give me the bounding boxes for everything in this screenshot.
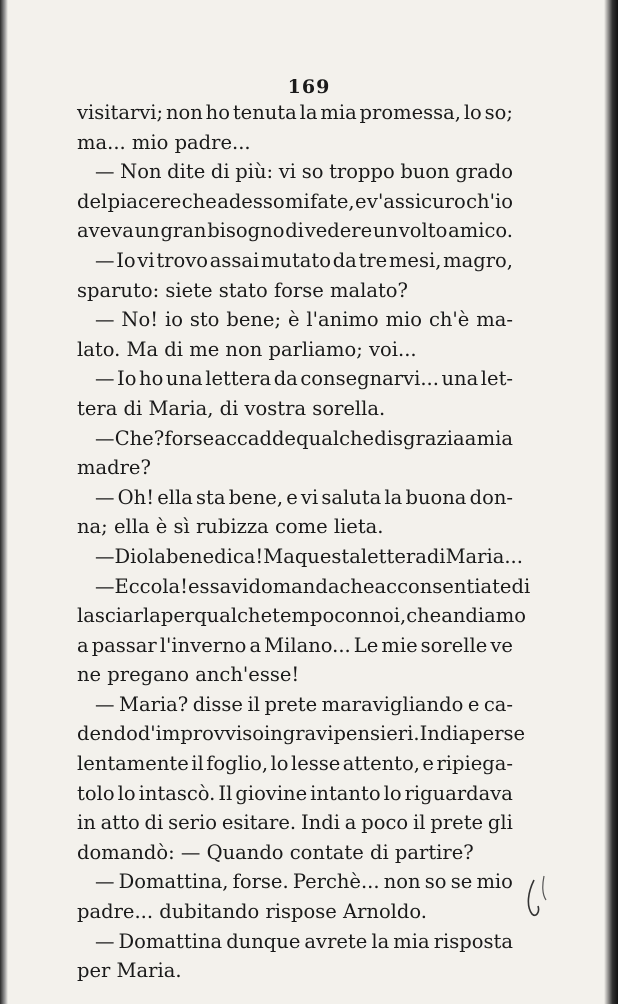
text-line-content: — Che? forse accadde qualche disgrazia a mia [95,426,513,450]
text-line [77,157,513,187]
text-line [77,335,513,365]
text-line-content: sparuto: siete stato forse malato? [77,278,408,302]
text-line-content: a passar l'inverno a Milano... Le mie sorelle ve [77,633,513,657]
text-line-content: domandò: — Quando contate di partire? [77,840,474,864]
text-line [77,897,513,927]
scan-edge-left [0,0,8,1004]
text-line-content: — No! io sto bene; è l'animo mio ch'è ma- [95,308,513,332]
text-line-content: — Non dite di più: vi so troppo buon grado [95,160,513,184]
text-line [77,660,513,690]
text-line [77,128,513,158]
text-line [77,305,513,335]
handwritten-margin-mark [520,872,560,932]
text-line-content: — Domattina, forse. Perchè... non so se mio [95,870,513,894]
text-line-content: lato. Ma di me non parliamo; voi... [77,337,417,361]
text-line [77,216,513,246]
page-number: 169 [287,76,331,98]
text-line [77,453,513,483]
text-line-content: — Domattina dunque avrete la mia risposta [95,929,513,953]
text-line-content: — Oh! ella sta bene, e vi saluta la buona don- [95,485,513,509]
text-line-content: visitarvi; non ho tenuta la mia promessa, lo so; [77,101,513,124]
text-line [77,98,513,128]
text-line [77,424,513,454]
text-line [77,572,531,602]
text-line [77,838,513,868]
text-line [77,690,513,720]
text-line-content: — Maria? disse il prete maravigliando e ca- [95,692,513,716]
text-line-content: lentamente il foglio, lo lesse attento, e ripiega- [77,752,513,776]
text-line-content: tolo lo intascò. Il giovine intanto lo riguardava [77,781,513,805]
text-line [77,719,526,749]
text-line-content: madre? [77,456,151,480]
text-line-content: tera di Maria, di vostra sorella. [77,396,386,420]
text-line [77,749,513,779]
text-line-content: aveva un gran bisogno di vedere un volto amico. [77,219,513,243]
text-line-content: — Io ho una lettera da consegnarvi... una let- [95,367,513,391]
text-line-content: — Eccola! essa vi domanda che acconsentiate di [95,574,531,598]
text-line [77,512,513,542]
text-line [77,601,526,631]
text-line-content: per Maria. [77,959,182,983]
scan-edge-right [604,0,618,1004]
text-line [77,394,513,424]
text-line [77,187,513,217]
text-line-content: del piacere che adesso mi fate, e v'assicuro ch'io [77,189,513,213]
text-line [77,779,513,809]
text-line [77,364,513,394]
text-line [77,927,513,957]
text-line-content: padre... dubitando rispose Arnoldo. [77,900,428,924]
text-line-content: in atto di serio esitare. Indi a poco il prete gli [77,811,513,835]
text-line [77,483,513,513]
text-line [77,956,513,986]
text-line [77,808,513,838]
text-line [77,631,513,661]
text-line [77,276,513,306]
text-line [77,867,513,897]
text-line-content: — Dio la benedica! Ma questa lettera di Maria... [95,544,523,568]
text-line-content: ne pregano anch'esse! [77,663,300,687]
text-line [77,246,513,276]
text-line-content: — Io vi trovo assai mutato da tre mesi, magro, [95,248,513,272]
text-line-content: ma... mio padre... [77,130,251,154]
text-line [77,542,523,572]
text-line-content: lasciarla per qualche tempo con noi, che andiamo [77,604,526,628]
text-line-content: dendo d'improvviso in gravi pensieri. Indi aperse [77,722,526,746]
body-text [77,98,531,986]
text-line-content: na; ella è sì rubizza come lieta. [77,515,384,539]
